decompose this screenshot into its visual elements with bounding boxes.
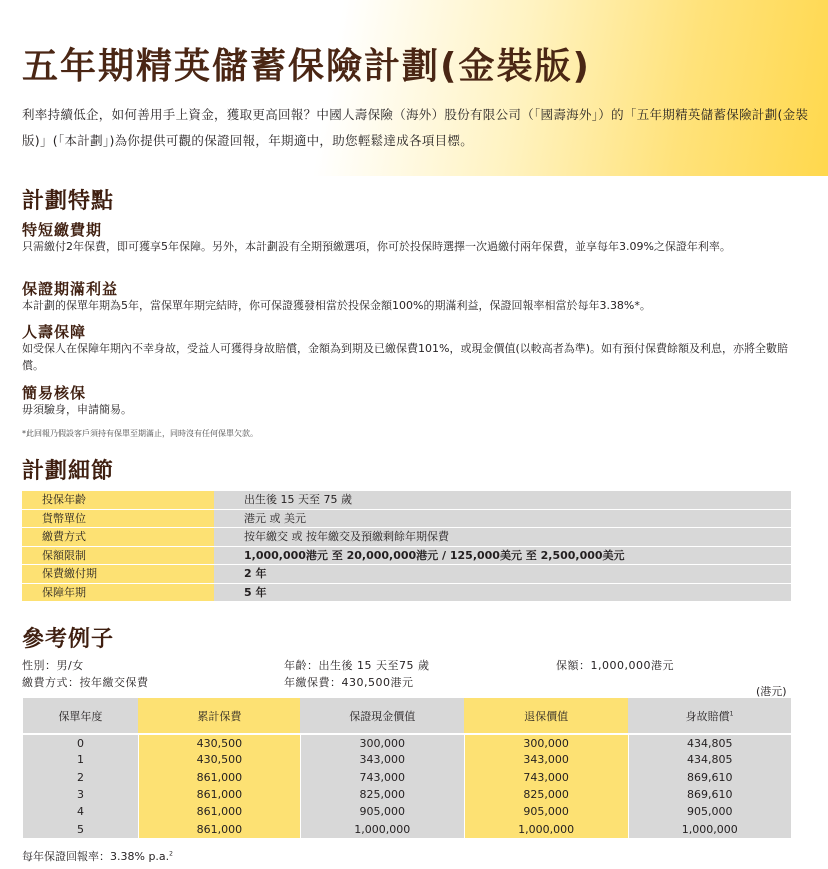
table-row (23, 734, 792, 751)
details-row (22, 547, 791, 566)
footnote-marker: 2 (169, 850, 173, 858)
table-header-row (23, 698, 792, 734)
cell-death-benefit: 434,805 (628, 734, 791, 751)
table-row (23, 751, 792, 768)
cell-premium: 861,000 (138, 820, 300, 837)
column-header-text: 身故賠償 (685, 709, 730, 723)
cell-year: 1 (23, 751, 139, 768)
cell-surrender: 343,000 (464, 751, 628, 768)
cell-premium: 861,000 (138, 769, 300, 786)
details-value: 港元 或 美元 (214, 510, 791, 529)
cell-death-benefit: 869,610 (628, 769, 791, 786)
details-row (22, 528, 791, 547)
details-value: 按年繳交 或 按年繳交及預繳剩餘年期保費 (214, 528, 791, 547)
cell-cash-value: 825,000 (300, 786, 464, 803)
cell-cash-value: 743,000 (300, 769, 464, 786)
column-header: 保單年度 (23, 698, 139, 734)
details-value: 2 年 (214, 565, 791, 584)
feature-text: 只需繳付2年保費，即可獲享5年保障。另外，本計劃設有全期預繳選項，你可於投保時選擇一次過繳付兩年保費，並享每年3.09%之保證年利率。 (22, 240, 731, 253)
details-row (22, 565, 791, 584)
details-label: 保障年期 (22, 584, 214, 603)
details-label: 貨幣單位 (22, 510, 214, 529)
column-header: 退保價值 (464, 698, 628, 734)
details-label: 投保年齡 (22, 491, 214, 510)
details-value: 5 年 (214, 584, 791, 603)
details-label: 繳費方式 (22, 528, 214, 547)
details-table (22, 491, 791, 602)
feature-text: 如受保人在保障年期內不幸身故，受益人可獲得身故賠償，金額為到期及已繳保費101%，或現金價值(以較高者為準)。如有預付保費餘額及利息，亦將全數賠償。 (22, 342, 789, 372)
feature-title: 人壽保障 (22, 323, 87, 341)
column-header: 保證現金價值 (300, 698, 464, 734)
footnote: *此回報乃假設客戶須持有保單至期滿止，同時沒有任何保單欠款。 (22, 429, 258, 438)
feature-title: 簡易核保 (22, 384, 87, 402)
cell-surrender: 905,000 (464, 803, 628, 820)
table-row (23, 769, 792, 786)
table-row (23, 786, 792, 803)
feature-text: 毋須驗身，申請簡易。 (22, 403, 132, 416)
cell-year: 0 (23, 734, 139, 751)
feature-text: 本計劃的保單年期為5年，當保單年期完結時，你可保證獲發相當於投保金額100%的期滿利益，保證回報率相當於每年3.38%*。 (22, 299, 651, 312)
table-row (23, 820, 792, 837)
cell-death-benefit: 905,000 (628, 803, 791, 820)
features-heading: 計劃特點 (22, 189, 115, 214)
cell-year: 3 (23, 786, 139, 803)
example-gender: 性別：男/女 (22, 659, 84, 672)
details-heading: 計劃細節 (22, 459, 115, 484)
cell-surrender: 300,000 (464, 734, 628, 751)
cell-premium: 430,500 (138, 734, 300, 751)
currency-unit: (港元) (756, 685, 787, 698)
page-title: 五年期精英儲蓄保險計劃(金裝版) (22, 46, 591, 87)
example-table (22, 698, 791, 838)
column-header: 累計保費 (138, 698, 300, 734)
details-value: 出生後 15 天至 75 歲 (214, 491, 791, 510)
cell-cash-value: 1,000,000 (300, 820, 464, 837)
cell-year: 5 (23, 820, 139, 837)
cell-premium: 861,000 (138, 803, 300, 820)
details-label: 保額限制 (22, 547, 214, 566)
feature-title: 保證期滿利益 (22, 280, 119, 298)
intro-paragraph: 利率持續低企，如何善用手上資金，獲取更高回報？中國人壽保險（海外）股份有限公司（「國壽海外」）的「五年期精英儲蓄保險計劃(金裝版)」(「本計劃」)為你提供可觀的保證回報，年期適中，助您輕鬆達成各項目標。 (22, 107, 809, 148)
example-heading: 參考例子 (22, 627, 115, 652)
cell-cash-value: 905,000 (300, 803, 464, 820)
details-row (22, 491, 791, 510)
table-row (23, 803, 792, 820)
cell-premium: 430,500 (138, 751, 300, 768)
cell-death-benefit: 1,000,000 (628, 820, 791, 837)
details-label: 保費繳付期 (22, 565, 214, 584)
cell-surrender: 743,000 (464, 769, 628, 786)
cell-premium: 861,000 (138, 786, 300, 803)
cell-surrender: 825,000 (464, 786, 628, 803)
cell-surrender: 1,000,000 (464, 820, 628, 837)
footnote-marker: 1 (729, 709, 734, 717)
example-payment: 繳費方式：按年繳交保費 (22, 676, 149, 689)
column-header (628, 698, 791, 734)
guaranteed-return-rate (22, 848, 173, 864)
rate-text: 每年保證回報率：3.38% p.a. (22, 850, 170, 863)
cell-death-benefit: 434,805 (628, 751, 791, 768)
example-premium: 年繳保費：430,500港元 (284, 676, 414, 689)
example-sum-insured: 保額：1,000,000港元 (556, 659, 674, 672)
cell-cash-value: 300,000 (300, 734, 464, 751)
details-row (22, 584, 791, 603)
details-row (22, 510, 791, 529)
example-age: 年齡：出生後 15 天至75 歲 (284, 659, 430, 672)
feature-title: 特短繳費期 (22, 221, 103, 239)
cell-year: 2 (23, 769, 139, 786)
cell-year: 4 (23, 803, 139, 820)
cell-cash-value: 343,000 (300, 751, 464, 768)
details-value: 1,000,000港元 至 20,000,000港元 / 125,000美元 至 2,500,000美元 (214, 547, 791, 566)
cell-death-benefit: 869,610 (628, 786, 791, 803)
